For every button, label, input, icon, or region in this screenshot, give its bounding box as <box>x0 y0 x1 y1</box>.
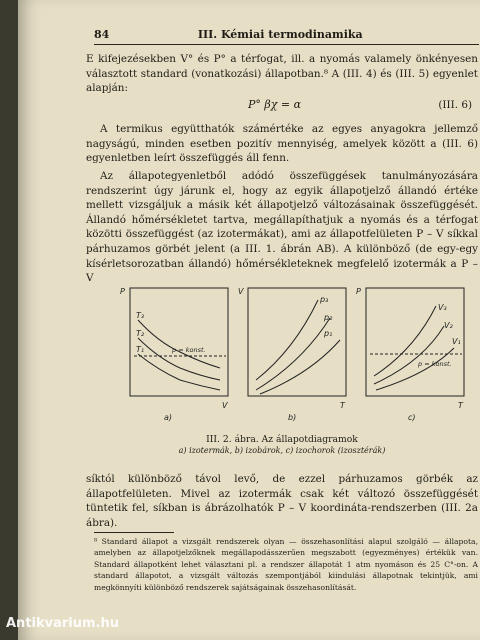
axis-label: T <box>340 401 345 410</box>
curve-label: T₁ <box>136 345 145 354</box>
state-diagrams-figure <box>118 270 478 430</box>
isochore-curve <box>374 326 444 384</box>
paragraph-1: E kifejezésekben V° és P° a térfogat, ill. a nyomás valamely önkényesen választott standard (vonatkozási) állapotban.⁸ A (III. 4) és (III. 5) egyenlet alapján: <box>86 53 478 95</box>
curve-label: p₃ <box>320 295 329 304</box>
isobar-curve <box>260 340 340 394</box>
panel-label: b) <box>288 413 297 422</box>
chapter-title: III. Kémiai termodinamika <box>197 28 363 41</box>
dashed-line-label: p = konst. <box>418 360 452 368</box>
isotherm-curve <box>138 338 220 380</box>
paragraph-2: A termikus együtthatók számértéke az egyes anyagokra jellemző nagyságú, minden esetben pozitív mennyiség, amelyek között a (III. 6) egyenletben leírt összefüggés áll fenn. <box>86 123 478 165</box>
axis-label: P <box>120 287 125 296</box>
panel-b-frame <box>248 288 346 396</box>
curve-label: V₃ <box>438 303 447 312</box>
paragraph-4: síktól különböző távol levő, de ezzel párhuzamos görbék az állapotfelületen. Mivel az izotermák csak két változó összefüggését tüntetik fel, síkban is ábrázolhatók P – V koordináta-rendszerben (III. 2a ábra). <box>86 473 478 529</box>
curve-label: p₂ <box>324 313 333 322</box>
curve-label: V₂ <box>444 321 453 330</box>
curve-label: T₂ <box>136 329 145 338</box>
axis-label: P <box>356 287 361 296</box>
equation-number: (III. 6) <box>438 99 472 111</box>
axis-label: V <box>222 401 228 410</box>
axis-label: T <box>458 401 463 410</box>
figure-caption-title: III. 2. ábra. Az állapotdiagramok <box>206 434 358 445</box>
panel-label: c) <box>408 413 416 422</box>
footnote-8: ⁸ Standard állapot a vizsgált rendszerek olyan — összehasonlítási alapul szolgáló — állapota, amelyben az állapotjelzőknek megállapodásszerűen megszabott (egyezményes) értékük van. Standard állapotként lehet választani pl. a rendszer állapotát 1 atm nyomáson és 25 C°-on. A standard állapotot, a vizsgált változás szempontjából kiindulási állapotnak tekintjük, ami megkönnyíti különböző rendszerek sajátságainak összehasonlítását. <box>94 537 478 592</box>
isotherm-curve <box>138 354 220 390</box>
site-watermark: Antikvarium.hu <box>6 616 119 631</box>
axis-label: V <box>238 287 244 296</box>
panel-c-frame <box>366 288 464 396</box>
isotherm-curve <box>138 320 220 368</box>
equation-formula: P° βχ = α <box>248 98 302 111</box>
curve-label: V₁ <box>452 337 461 346</box>
dashed-line-label: p = konst. <box>172 346 206 354</box>
running-header <box>94 28 479 45</box>
panel-label: a) <box>164 413 173 422</box>
figure-caption-subtitle: a) izotermák, b) izobárok, c) izochorok (izosztérák) <box>178 446 386 455</box>
paragraph-3: Az állapotegyenletből adódó összefüggések tanulmányozására rendszerint úgy járunk el, hogy az egyik állapotjelző állandó értéke mellett vizsgáljuk a másik két állapotjelző változásainak összefüggését. Állandó hőmérsékletet tartva, megállapíthatjuk a nyomás és a térfogat közötti összefüggést (az izotermákat), ami az állapotfelületen P – V síkkal párhuzamos görbét jelent (a III. 1. ábrán AB). A különböző (de egy-egy kísérletsorozatban állandó) hőmérsékleteknek megfelelő izotermák a P – V <box>86 170 478 285</box>
book-page <box>18 0 480 640</box>
isobar-curve <box>256 318 333 390</box>
curve-label: p₁ <box>324 329 333 338</box>
curve-label: T₃ <box>136 311 145 320</box>
page-number: 84 <box>94 28 110 41</box>
footnote-rule <box>94 532 174 533</box>
